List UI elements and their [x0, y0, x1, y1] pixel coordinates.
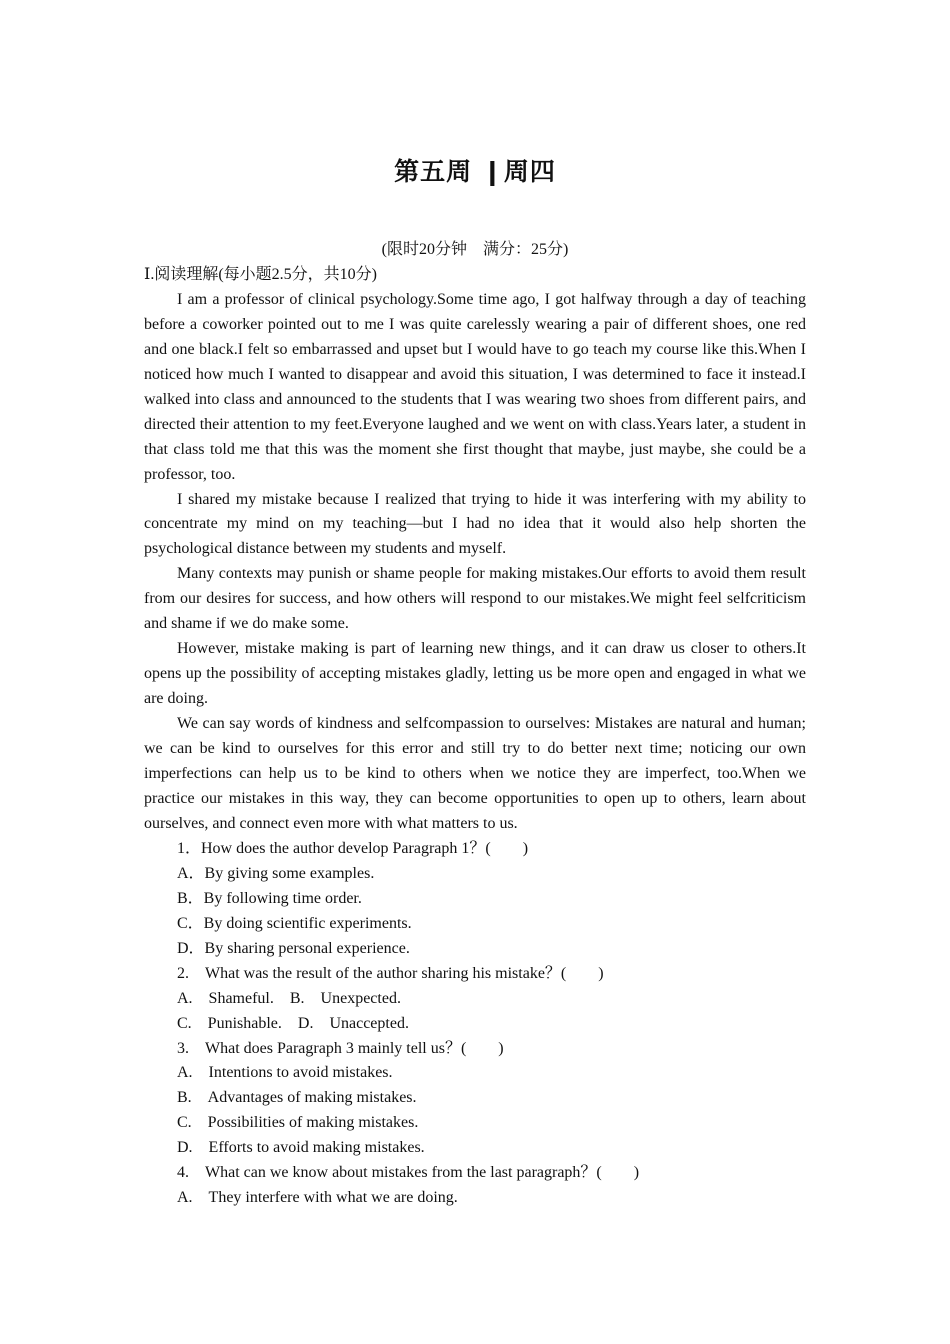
passage-paragraph: I shared my mistake because I realized that trying to hide it was interfering with my ability to concentrate my mind on my teaching—but I had no idea that it would also help shorten the psychological distance between my students and myself.	[144, 490, 806, 558]
question-stem: 3. What does Paragraph 3 mainly tell us？( )	[177, 1039, 504, 1057]
section-heading: Ⅰ.阅读理解(每小题2.5分，共10分)	[144, 265, 377, 283]
time-limit: (限时20分钟 满分：25分)	[381, 241, 569, 258]
passage-paragraph: I am a professor of clinical psychology.Some time ago, I got halfway through a day of teaching before a coworker pointed out to me I was quite carelessly wearing a pair of different shoes, one red and one black.I felt so embarrassed and upset but I would have to go teach my course like this.When I noticed how much I wanted to disappear and avoid this situation, I was determined to face it instead.I walked into class and announced to the students that I was wearing two shoes from different pairs, and directed their attention to my feet.Everyone laughed and we went on with class.Years later, a student in that class told me that this was the moment she first thought that maybe, just maybe, she could be a professor, too.	[144, 290, 806, 483]
answer-option: B．By following time order.	[177, 889, 362, 907]
passage-paragraph: However, mistake making is part of learning new things, and it can draw us closer to others.It opens up the possibility of accepting mistakes gladly, letting us be more open and engaged in what we are doing.	[144, 640, 806, 708]
passage-paragraph: Many contexts may punish or shame people for making mistakes.Our efforts to avoid them result from our desires for success, and how others will respond to our mistakes.We might feel selfcriticism and shame if we do make some.	[144, 565, 806, 633]
question-stem: 1．How does the author develop Paragraph 1？( )	[177, 839, 529, 857]
answer-option: B. Advantages of making mistakes.	[177, 1089, 417, 1107]
answer-option: A. They interfere with what we are doing.	[177, 1189, 458, 1207]
document-body	[144, 238, 806, 1211]
answer-option: C. Punishable. D. Unaccepted.	[177, 1014, 409, 1032]
answer-option: A. Intentions to avoid mistakes.	[177, 1064, 393, 1082]
question-stem: 4. What can we know about mistakes from the last paragraph？( )	[177, 1164, 640, 1182]
passage-paragraph: We can say words of kindness and selfcompassion to ourselves: Mistakes are natural and human; we can be kind to ourselves for this error and still try to do better next time; noticing our own imperfections can help us to be kind to others when we notice they are imperfect, too.When we practice our mistakes in this way, they can become opportunities to open up to others, learn about ourselves, and connect even more with what matters to us.	[144, 715, 806, 832]
answer-option: D. Efforts to avoid making mistakes.	[177, 1139, 425, 1157]
answer-option: D．By sharing personal experience.	[177, 939, 410, 957]
answer-option: C．By doing scientific experiments.	[177, 914, 412, 932]
answer-option: C. Possibilities of making mistakes.	[177, 1114, 419, 1132]
answer-option: A. Shameful. B. Unexpected.	[177, 989, 401, 1007]
answer-option: A．By giving some examples.	[177, 864, 375, 882]
question-stem: 2. What was the result of the author sharing his mistake？( )	[177, 964, 604, 982]
page-title: 第五周 ❙周四	[394, 157, 556, 186]
